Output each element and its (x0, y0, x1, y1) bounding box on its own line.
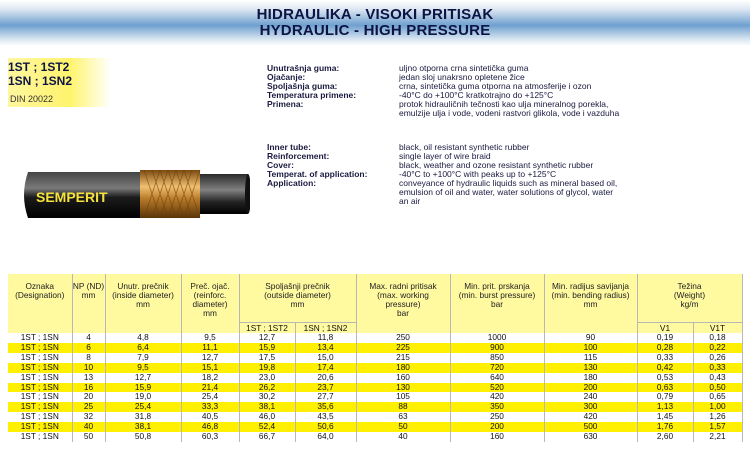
table-cell: 6 (72, 343, 105, 353)
spec-en-value: single layer of wire braid (399, 151, 491, 161)
product-line-2: 1SN ; 1SN2 (8, 74, 73, 88)
table-row (8, 392, 742, 402)
table-cell: 2,60 (637, 432, 693, 442)
brand-label: SEMPERIT (36, 189, 108, 205)
spec-en-label: Reinforcement: (267, 151, 330, 161)
spec-local-label: Unutrašnja guma: (267, 63, 340, 73)
table-cell: 1000 (450, 333, 544, 343)
table-cell: 19,0 (105, 392, 181, 402)
table-cell: 50 (72, 432, 105, 442)
table-cell: 12,7 (181, 353, 239, 363)
table-cell: 21,4 (181, 383, 239, 393)
table-cell: 52,4 (239, 422, 295, 432)
product-line-1: 1ST ; 1ST2 (8, 60, 70, 74)
table-cell: 10 (72, 363, 105, 373)
table-cell: 500 (544, 422, 637, 432)
table-cell: 26,2 (239, 383, 295, 393)
table-cell: 17,4 (295, 363, 356, 373)
table-cell: 115 (544, 353, 637, 363)
table-cell: 66,7 (239, 432, 295, 442)
spec-local-label: Primena: (267, 99, 304, 109)
table-cell: 130 (544, 363, 637, 373)
spec-local-value: uljno otporna crna sintetička guma (399, 63, 529, 73)
table-cell: 1ST ; 1SN (8, 422, 72, 432)
hose-image (20, 160, 250, 230)
header-inside-diameter: Unutr. prečnik (inside diameter) mm (105, 274, 181, 333)
table-cell: 1ST ; 1SN (8, 432, 72, 442)
table-cell: 12,7 (105, 373, 181, 383)
table-cell: 25,4 (181, 392, 239, 402)
table-row (8, 363, 742, 373)
header-weight-v1t: V1T (693, 323, 742, 334)
table-row (8, 353, 742, 363)
table-cell: 1,57 (693, 422, 742, 432)
header-outside-1st: 1ST ; 1ST2 (239, 323, 295, 334)
table-cell: 15,9 (105, 383, 181, 393)
table-cell: 11,1 (181, 343, 239, 353)
hose-spec-table (8, 274, 743, 442)
table-cell: 38,1 (105, 422, 181, 432)
header-weight-v1: V1 (637, 323, 693, 334)
table-cell: 64,0 (295, 432, 356, 442)
product-standard: DIN 20022 (10, 94, 54, 104)
table-cell: 240 (544, 392, 637, 402)
table-cell: 50,6 (295, 422, 356, 432)
table-cell: 180 (544, 373, 637, 383)
table-cell: 420 (450, 392, 544, 402)
title-local: HIDRAULIKA - VISOKI PRITISAK (256, 6, 494, 23)
table-cell: 0,18 (693, 333, 742, 343)
table-row (8, 422, 742, 432)
table-cell: 9,5 (105, 363, 181, 373)
header-np: NP (ND) mm (72, 274, 105, 333)
header-reinforcement-diameter: Preč. ojač. (reinforc. diameter) mm (181, 274, 239, 333)
table-cell: 23,7 (295, 383, 356, 393)
table-cell: 250 (356, 333, 450, 343)
table-cell: 1ST ; 1SN (8, 343, 72, 353)
spec-local-value: emulzije ulja i vode, vodeni rastvori glikola, vode i vazduha (399, 108, 620, 118)
table-cell: 13 (72, 373, 105, 383)
spec-local-label: Temperatura primene: (267, 90, 357, 100)
table-cell: 50 (356, 422, 450, 432)
header-burst-pressure: Min. prit. prskanja (min. burst pressure) bar (450, 274, 544, 333)
table-cell: 215 (356, 353, 450, 363)
table-cell: 4,8 (105, 333, 181, 343)
table-cell: 1ST ; 1SN (8, 333, 72, 343)
table-cell: 630 (544, 432, 637, 442)
table-header-row (8, 274, 742, 323)
table-cell: 18,2 (181, 373, 239, 383)
table-cell: 250 (450, 412, 544, 422)
table-cell: 0,50 (693, 383, 742, 393)
spec-en-value: an air (399, 196, 421, 206)
table-cell: 60,3 (181, 432, 239, 442)
table-cell: 40,5 (181, 412, 239, 422)
table-cell: 300 (544, 402, 637, 412)
spec-en-value: black, weather and ozone resistant synthetic rubber (399, 160, 594, 170)
table-cell: 88 (356, 402, 450, 412)
table-cell: 25,4 (105, 402, 181, 412)
table-cell: 90 (544, 333, 637, 343)
table-cell: 35,6 (295, 402, 356, 412)
table-cell: 43,5 (295, 412, 356, 422)
table-cell: 0,65 (693, 392, 742, 402)
table-cell: 50,8 (105, 432, 181, 442)
table-cell: 15,1 (181, 363, 239, 373)
spec-local-value: -40°C do +100°C kratkotrajno do +125°C (399, 90, 554, 100)
spec-english (267, 143, 737, 213)
header-outside-diameter: Spoljašnji prečnik (outside diameter) mm (239, 274, 356, 323)
spec-en-label: Temperat. of application: (267, 169, 368, 179)
table-cell: 2,21 (693, 432, 742, 442)
table-cell: 1,00 (693, 402, 742, 412)
table-cell: 19,8 (239, 363, 295, 373)
table-cell: 0,53 (637, 373, 693, 383)
table-cell: 31,8 (105, 412, 181, 422)
table-cell: 520 (450, 383, 544, 393)
table-cell: 130 (356, 383, 450, 393)
table-cell: 17,5 (239, 353, 295, 363)
spec-en-value: conveyance of hydraulic liquids such as mineral based oil, (399, 178, 618, 188)
table-cell: 200 (544, 383, 637, 393)
spec-local-value: protok hidrauličnih tečnosti kao ulja mineralnog porekla, (399, 99, 609, 109)
table-cell: 225 (356, 343, 450, 353)
table-row (8, 402, 742, 412)
product-designation-box (8, 58, 111, 107)
table-cell: 20 (72, 392, 105, 402)
table-cell: 46,0 (239, 412, 295, 422)
table-cell: 30,2 (239, 392, 295, 402)
spec-en-label: Application: (267, 178, 317, 188)
table-cell: 25 (72, 402, 105, 412)
header-working-pressure: Max. radni pritisak (max. working pressure) bar (356, 274, 450, 333)
spec-local-label: Ojačanje: (267, 72, 306, 82)
table-cell: 0,19 (637, 333, 693, 343)
table-cell: 850 (450, 353, 544, 363)
table-cell: 1ST ; 1SN (8, 383, 72, 393)
spec-en-value: black, oil resistant synthetic rubber (399, 142, 530, 152)
table-cell: 0,33 (693, 363, 742, 373)
spec-local-value: jedan sloj unakrsno opletene žice (399, 72, 525, 82)
table-cell: 11,8 (295, 333, 356, 343)
table-cell: 9,5 (181, 333, 239, 343)
header-weight: Težina (Weight) kg/m (637, 274, 742, 323)
table-cell: 0,63 (637, 383, 693, 393)
table-cell: 12,7 (239, 333, 295, 343)
table-row (8, 373, 742, 383)
table-cell: 0,22 (693, 343, 742, 353)
table-cell: 1ST ; 1SN (8, 402, 72, 412)
table-cell: 1ST ; 1SN (8, 373, 72, 383)
table-cell: 180 (356, 363, 450, 373)
table-cell: 13,4 (295, 343, 356, 353)
table-cell: 0,33 (637, 353, 693, 363)
table-cell: 1,13 (637, 402, 693, 412)
table-row (8, 412, 742, 422)
table-cell: 40 (72, 422, 105, 432)
table-cell: 0,42 (637, 363, 693, 373)
table-cell: 105 (356, 392, 450, 402)
table-cell: 63 (356, 412, 450, 422)
table-cell: 4 (72, 333, 105, 343)
table-cell: 38,1 (239, 402, 295, 412)
table-cell: 32 (72, 412, 105, 422)
spec-local-label: Spoljašnja guma: (267, 81, 338, 91)
table-cell: 40 (356, 432, 450, 442)
table-cell: 6,4 (105, 343, 181, 353)
table-cell: 46,8 (181, 422, 239, 432)
table-cell: 0,79 (637, 392, 693, 402)
table-cell: 420 (544, 412, 637, 422)
spec-en-value: -40°C to +100°C with peaks up to +125°C (399, 169, 557, 179)
spec-local-value: crna, sintetička guma otporna na atmosferije i ozon (399, 81, 592, 91)
table-cell: 15,9 (239, 343, 295, 353)
table-cell: 720 (450, 363, 544, 373)
header-bending-radius: Min. radijus savijanja (min. bending radius) mm (544, 274, 637, 333)
spec-en-value: emulsion of oil and water, water solutions of glycol, water (399, 187, 614, 197)
table-cell: 27,7 (295, 392, 356, 402)
table-cell: 16 (72, 383, 105, 393)
table-cell: 15,0 (295, 353, 356, 363)
title-banner (0, 0, 750, 46)
table-cell: 100 (544, 343, 637, 353)
table-row (8, 333, 742, 343)
spec-en-label: Inner tube: (267, 142, 311, 152)
table-cell: 1ST ; 1SN (8, 412, 72, 422)
table-cell: 20,6 (295, 373, 356, 383)
table-row (8, 432, 742, 442)
table-cell: 1ST ; 1SN (8, 392, 72, 402)
table-cell: 7,9 (105, 353, 181, 363)
table-cell: 1,45 (637, 412, 693, 422)
title-english: HYDRAULIC - HIGH PRESSURE (259, 22, 491, 39)
table-cell: 0,43 (693, 373, 742, 383)
table-cell: 1ST ; 1SN (8, 363, 72, 373)
table-cell: 200 (450, 422, 544, 432)
spec-local (267, 64, 737, 124)
table-cell: 1,76 (637, 422, 693, 432)
table-cell: 33,3 (181, 402, 239, 412)
table-cell: 350 (450, 402, 544, 412)
table-cell: 23,0 (239, 373, 295, 383)
header-designation: Oznaka (Designation) (8, 274, 72, 333)
table-cell: 900 (450, 343, 544, 353)
table-row (8, 343, 742, 353)
table-cell: 640 (450, 373, 544, 383)
header-outside-1sn: 1SN ; 1SN2 (295, 323, 356, 334)
table-cell: 1ST ; 1SN (8, 353, 72, 363)
table-cell: 160 (450, 432, 544, 442)
table-cell: 8 (72, 353, 105, 363)
table-cell: 1,26 (693, 412, 742, 422)
table-cell: 160 (356, 373, 450, 383)
spec-en-label: Cover: (267, 160, 294, 170)
table-row (8, 383, 742, 393)
table-cell: 0,28 (637, 343, 693, 353)
table-cell: 0,26 (693, 353, 742, 363)
